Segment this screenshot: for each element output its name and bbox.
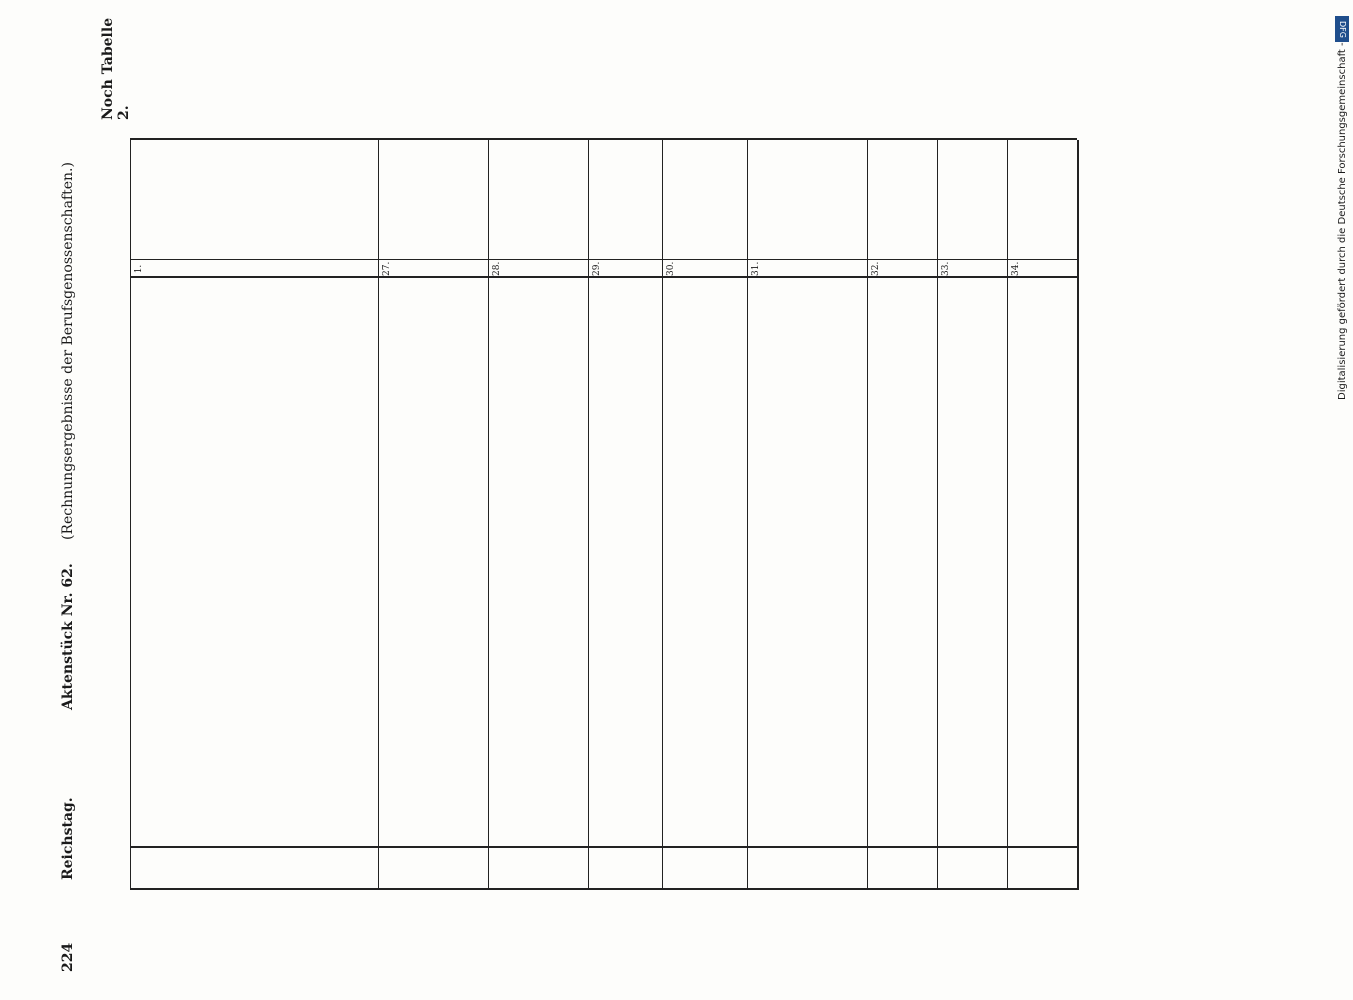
column-rule <box>747 140 748 890</box>
row-authority <box>132 538 373 562</box>
row-authority <box>132 730 373 754</box>
header-rule <box>130 259 1077 260</box>
column-header-d30 <box>664 144 743 256</box>
column-number: 27. <box>382 261 392 276</box>
row-authority <box>132 442 373 466</box>
column-header-c <box>490 144 583 256</box>
row-authority <box>132 778 373 802</box>
number-row-rule <box>130 276 1077 278</box>
column-header-d31 <box>749 144 863 256</box>
column-header-b <box>380 144 483 256</box>
column-number: 32. <box>871 261 881 276</box>
column-rule <box>937 140 938 890</box>
column-rule <box>130 140 131 890</box>
header-center: Aktenstück Nr. 62. <box>60 563 76 710</box>
row-authority <box>132 562 373 586</box>
column-number: 31. <box>751 261 761 276</box>
column-header-e34 <box>1009 144 1073 256</box>
column-rule <box>1007 140 1008 890</box>
row-authority <box>132 706 373 730</box>
column-rule <box>867 140 868 890</box>
column-rule <box>588 140 589 890</box>
page-number: 224 <box>60 942 76 972</box>
row-authority <box>132 370 373 394</box>
header-left: Reichstag. <box>60 797 76 880</box>
column-number: 33. <box>941 261 951 276</box>
column-number: 34. <box>1011 261 1021 276</box>
row-authority <box>132 754 373 778</box>
row-authority <box>132 586 373 610</box>
row-authority <box>132 394 373 418</box>
column-header-e33 <box>939 144 1003 256</box>
row-authority <box>132 346 373 370</box>
column-rule <box>378 140 379 890</box>
column-header-d29 <box>590 144 658 256</box>
dfg-logo: DFG <box>1335 16 1349 42</box>
row-authority <box>132 610 373 634</box>
table-end-rule <box>1077 140 1079 890</box>
column-number: 1. <box>134 264 144 274</box>
column-number: 28. <box>492 261 502 276</box>
table-frame-right <box>130 138 1077 140</box>
row-authority <box>132 514 373 538</box>
column-number: 29. <box>592 261 602 276</box>
column-header-d32 <box>869 144 933 256</box>
row-authority <box>132 658 373 682</box>
table-frame-left <box>130 888 1077 890</box>
column-number: 30. <box>666 261 676 276</box>
row-authority <box>132 298 373 322</box>
column-rule <box>488 140 489 890</box>
total-rule <box>130 846 1077 848</box>
row-authority <box>132 466 373 490</box>
header-right: Noch Tabelle 2. <box>100 17 132 120</box>
digitization-strip <box>1331 8 1353 998</box>
row-authority <box>132 322 373 346</box>
digitization-note: Digitalisierung gefördert durch die Deutsche Forschungsgemeinschaft - <box>1337 42 1348 400</box>
row-authority <box>132 682 373 706</box>
column-rule <box>662 140 663 890</box>
row-authority <box>132 802 373 826</box>
row-authority <box>132 490 373 514</box>
row-authority <box>132 418 373 442</box>
header-paren: (Rechnungsergebnisse der Berufsgenossenschaften.) <box>60 162 76 540</box>
row-authority <box>132 634 373 658</box>
